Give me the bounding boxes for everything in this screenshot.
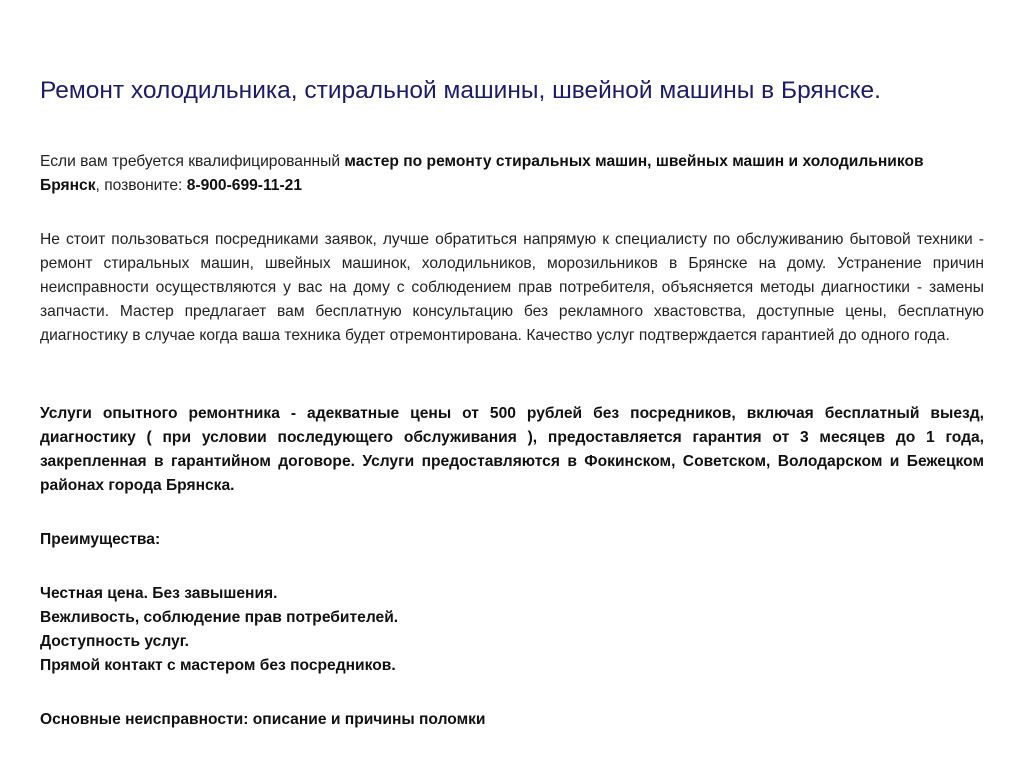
intro-service-strong: мастер по ремонту стиральных машин, швейных машин и холодильников Брянск [40,153,924,194]
advantages-list [40,582,984,678]
intro-paragraph [40,150,984,198]
advantage-item: Прямой контакт с мастером без посредников. [40,657,396,674]
advantage-item: Доступность услуг. [40,633,189,650]
intro-middle: , позвоните: [95,177,187,194]
services-paragraph: Услуги опытного ремонтника - адекватные цены от 500 рублей без посредников, включая бесплатный выезд, диагностику ( при условии последующего обслуживания ), предоставляется гарантия от 3 месяцев до 1 года, закрепленная в гарантийном договоре. Услуги предоставляются в Фокинском, Советском, Володарском и Бежецком районах города Брянска. [40,405,984,494]
faults-heading: Основные неисправности: описание и причины поломки [40,711,486,728]
intro-prefix: Если вам требуется квалифицированный [40,153,345,170]
phone-number: 8-900-699-11-21 [186,177,303,194]
advantage-item: Честная цена. Без завышения. [40,585,278,602]
advantage-item: Вежливость, соблюдение прав потребителей. [40,609,399,626]
description-paragraph: Не стоит пользоваться посредниками заявок, лучше обратиться напрямую к специалисту по обслуживанию бытовой техники - ремонт стиральных машин, швейных машинок, холодильников, морозильников в Брянске на дому. Устранение причин неисправности осуществляются у вас на дому с соблюдением прав потребителя, объясняется методы диагностики - замены запчасти. Мастер предлагает вам бесплатную консультацию без рекламного хвастовства, доступные цены, бесплатную диагностику в случае когда ваша техника будет отремонтирована. Качество услуг подтверждается гарантией до одного года. [40,231,984,344]
advantages-heading: Преимущества: [40,531,161,548]
page-title: Ремонт холодильника, стиральной машины, швейной машины в Брянске. [40,77,881,104]
